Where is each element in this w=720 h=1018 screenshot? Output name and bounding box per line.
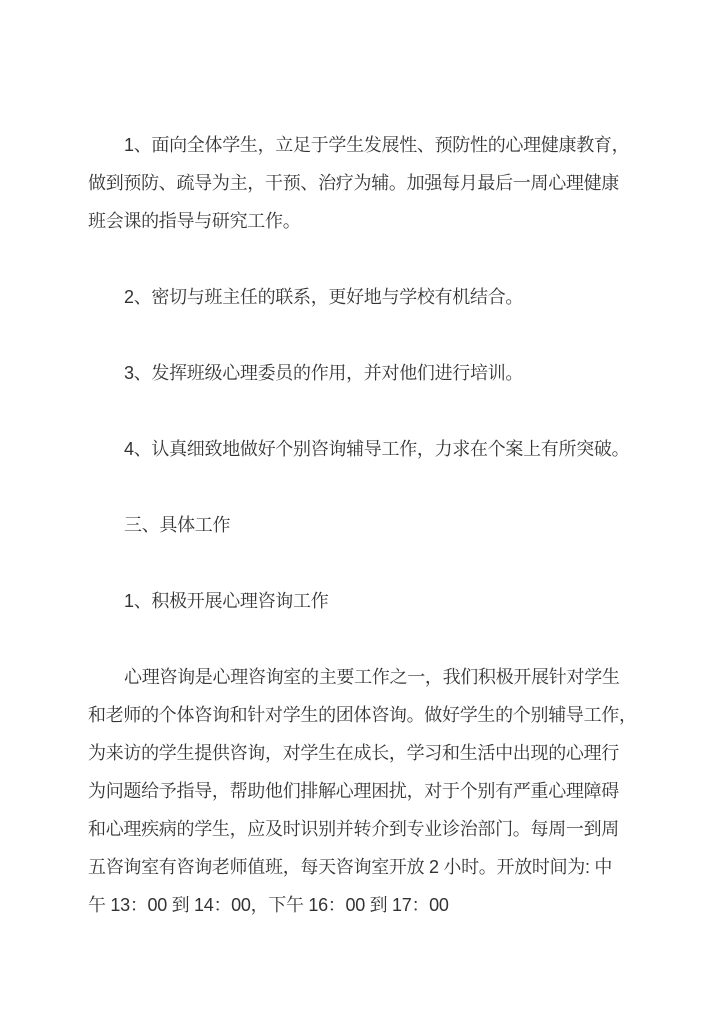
text-line: 三、具体工作	[124, 515, 231, 535]
text-line: 4、认真细致地做好个别咨询辅导工作，力求在个案上有所突破。	[124, 439, 630, 459]
text-line: 心理咨询是心理咨询室的主要工作之一，我们积极开展针对学生	[124, 667, 620, 687]
text-line: 为来访的学生提供咨询，对学生在成长，学习和生活中出现的心理行	[88, 743, 619, 763]
paragraph-work-point-2	[88, 278, 622, 316]
text-line: 和心理疾病的学生，应及时识别并转介到专业诊治部门。每周一到周	[88, 819, 619, 839]
paragraph-work-point-3	[88, 354, 622, 392]
text-line: 1、面向全体学生，立足于学生发展性、预防性的心理健康教育，	[124, 135, 630, 155]
text-line: 和老师的个体咨询和针对学生的团体咨询。做好学生的个别辅导工作，	[88, 705, 637, 725]
paragraph-counseling-detail	[88, 658, 637, 924]
subsection-heading-counseling-work	[88, 582, 622, 620]
text-line: 1、积极开展心理咨询工作	[124, 591, 329, 611]
text-line: 做到预防、疏导为主，干预、治疗为辅。加强每月最后一周心理健康	[88, 173, 619, 193]
document-body	[88, 126, 637, 924]
text-line: 班会课的指导与研究工作。	[88, 211, 301, 231]
text-line: 2、密切与班主任的联系，更好地与学校有机结合。	[124, 287, 524, 307]
paragraph-work-point-4	[88, 430, 630, 468]
text-line: 五咨询室有咨询老师值班，每天咨询室开放 2 小时。开放时间为: 中	[88, 857, 613, 877]
section-heading-specific-work	[88, 506, 622, 544]
text-line: 为问题给予指导，帮助他们排解心理困扰，对于个别有严重心理障碍	[88, 781, 619, 801]
text-line: 3、发挥班级心理委员的作用，并对他们进行培训。	[124, 363, 524, 383]
paragraph-work-point-1	[88, 126, 630, 240]
text-line: 午 13：00 到 14：00，下午 16：00 到 17：00	[88, 895, 449, 915]
